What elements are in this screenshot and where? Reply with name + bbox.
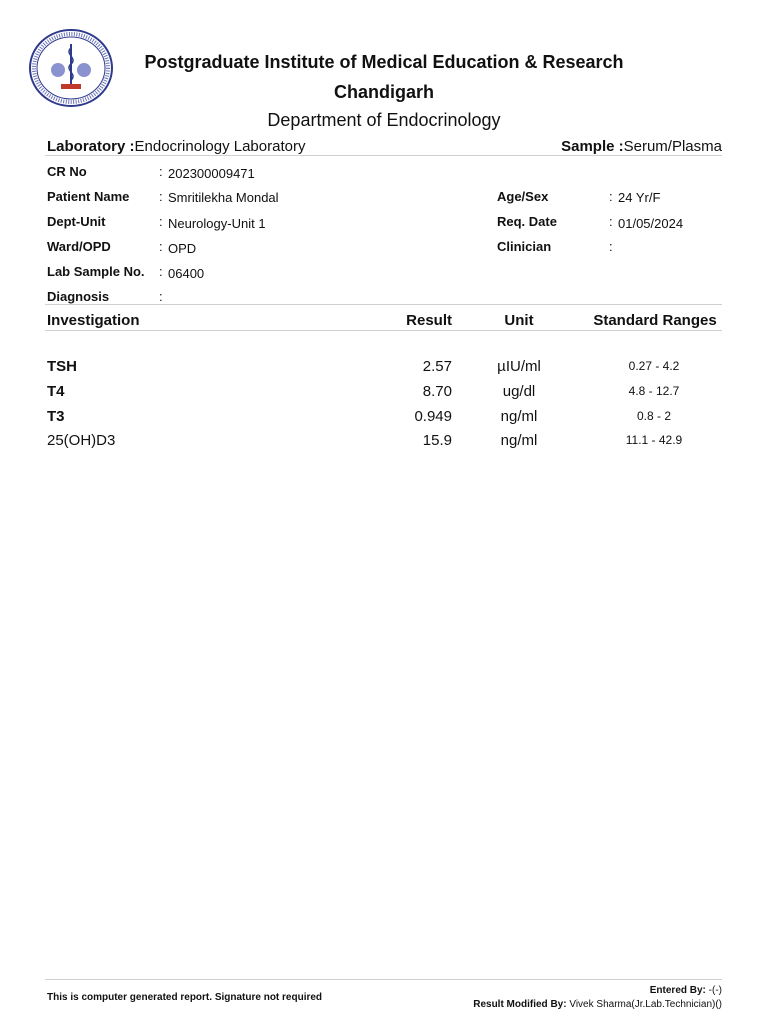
lab-sample-no-label: Lab Sample No. [47,264,145,279]
divider [45,155,722,156]
req-date-value: 01/05/2024 [618,216,684,231]
row-t3-range: 0.8 - 2 [636,409,672,423]
header-standard-ranges: Standard Ranges [593,312,717,329]
dept-unit-value: Neurology-Unit 1 [168,216,266,231]
result-modified-by [473,999,722,1010]
laboratory-value: Endocrinology Laboratory [134,138,306,155]
entered-by [650,985,722,996]
header-unit: Unit [504,312,534,329]
institute-city: Chandigarh [333,82,434,102]
row-t4-unit: ug/dl [502,383,536,400]
row-vitd-unit: ng/ml [500,432,538,449]
row-t3-unit: ng/ml [500,408,538,425]
row-tsh-unit: µIU/ml [497,358,541,375]
cr-no-label: CR No [47,164,87,179]
institute-name: Postgraduate Institute of Medical Education & Research [144,52,624,72]
row-tsh-result: 2.57 [422,358,452,375]
row-t4-name: T4 [47,383,65,400]
department-name: Department of Endocrinology [267,110,501,130]
req-date-label: Req. Date [497,214,557,229]
sample-label: Sample : [561,138,624,155]
row-vitd-name: 25(OH)D3 [47,432,116,449]
divider [45,304,722,305]
modified-by-value: Vivek Sharma(Jr.Lab.Technician)() [569,999,722,1010]
sample-value: Serum/Plasma [623,138,722,155]
laboratory-label: Laboratory : [47,138,135,155]
ward-opd-value: OPD [168,241,197,256]
row-tsh-name: TSH [47,358,77,375]
row-vitd-result: 15.9 [422,432,452,449]
header-result: Result [406,312,452,329]
ward-opd-label: Ward/OPD [47,239,111,254]
diagnosis-label: Diagnosis [47,289,110,304]
footer-disclaimer: This is computer generated report. Signature not required [47,992,323,1003]
row-vitd-range: 11.1 - 42.9 [625,433,683,447]
entered-by-label: Entered By: [649,985,706,996]
sample-line [561,138,722,155]
header-investigation: Investigation [47,312,140,329]
patient-name-label: Patient Name [47,189,130,204]
age-sex-label: Age/Sex [497,189,549,204]
row-t4-range: 4.8 - 12.7 [628,384,680,398]
patient-name-value: Smritilekha Mondal [168,190,279,205]
lab-sample-no-value: 06400 [168,266,205,281]
row-t3-name: T3 [47,408,65,425]
footer-divider [45,979,722,980]
dept-unit-label: Dept-Unit [47,214,106,229]
divider [45,330,722,331]
laboratory-line [47,138,305,155]
modified-by-label: Result Modified By: [473,999,567,1010]
row-tsh-range: 0.27 - 4.2 [628,359,680,373]
row-t4-result: 8.70 [422,383,452,400]
cr-no-value: 202300009471 [168,166,255,181]
row-t3-result: 0.949 [414,408,452,425]
entered-by-value: -(-) [708,985,722,996]
age-sex-value: 24 Yr/F [618,190,661,205]
clinician-label: Clinician [497,239,552,254]
